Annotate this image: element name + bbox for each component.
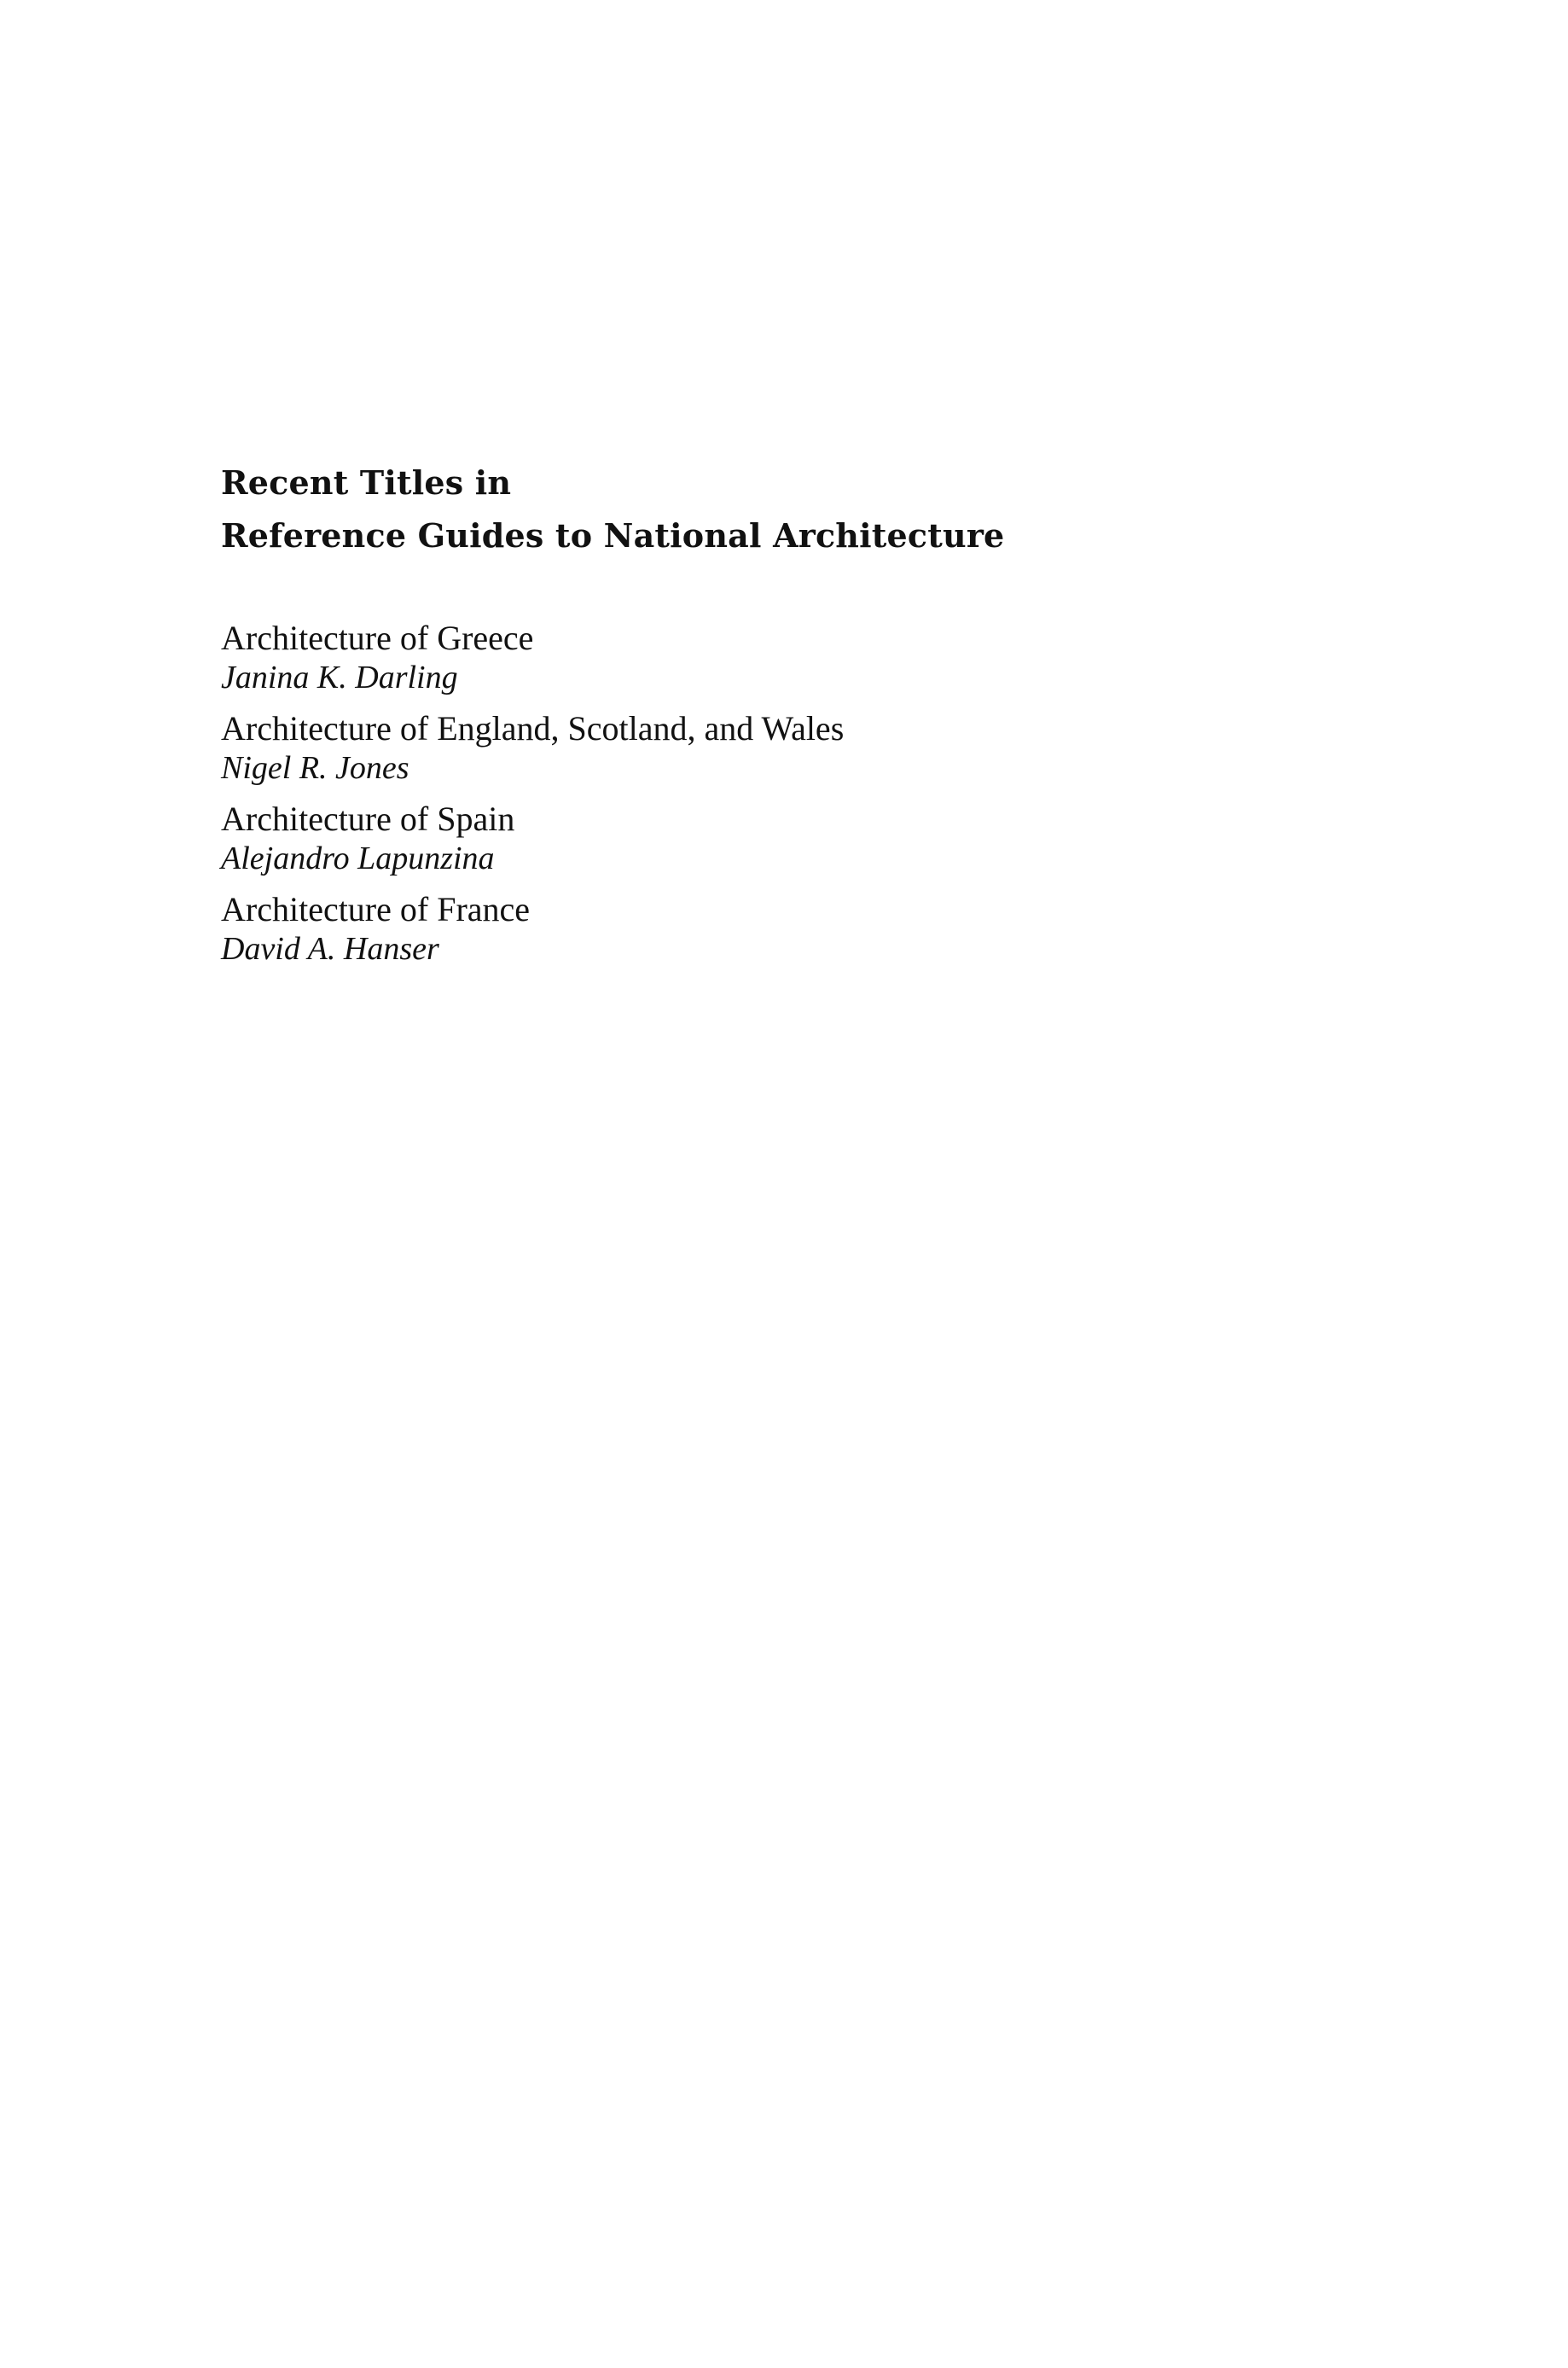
series-heading-line-1: Recent Titles in: [221, 463, 512, 502]
title-entry: [221, 800, 844, 878]
book-title: Architecture of Spain: [221, 800, 515, 838]
title-entry: [221, 890, 844, 969]
book-title: Architecture of Greece: [221, 619, 534, 657]
book-author: Nigel R. Jones: [221, 750, 409, 786]
title-entry: [221, 709, 844, 788]
title-entry: [221, 619, 844, 697]
book-title: Architecture of France: [221, 890, 531, 928]
book-title: Architecture of England, Scotland, and Wales: [221, 709, 845, 748]
series-heading-line-2: Reference Guides to National Architecture: [221, 516, 1005, 555]
series-page-content: [221, 457, 1330, 967]
book-author: David A. Hanser: [221, 931, 439, 967]
series-heading: [221, 457, 1330, 562]
recent-titles-list: [221, 619, 844, 980]
book-author: Janina K. Darling: [221, 660, 458, 695]
book-author: Alejandro Lapunzina: [221, 841, 495, 876]
